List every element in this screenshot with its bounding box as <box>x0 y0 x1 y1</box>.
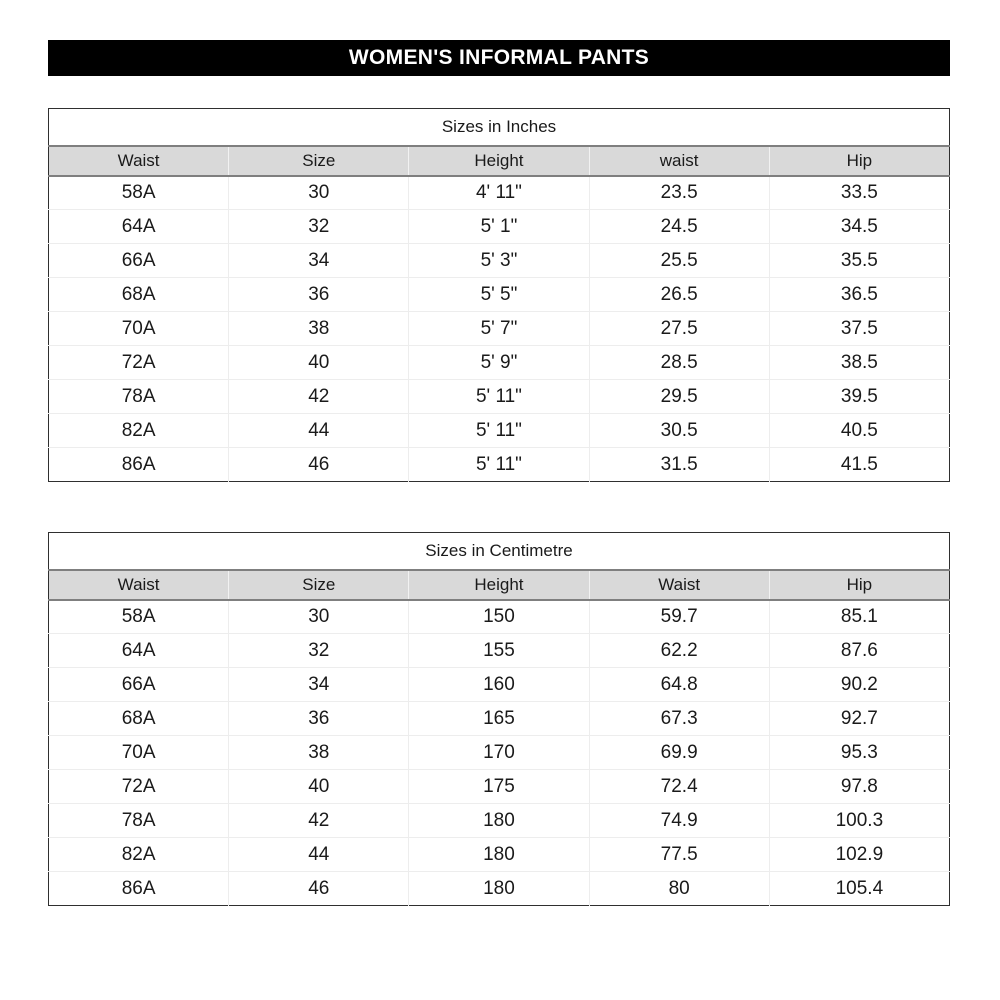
table-row <box>49 414 950 448</box>
column-header: Size <box>229 146 409 176</box>
table-cell: 59.7 <box>589 600 769 634</box>
table-row <box>49 244 950 278</box>
table-cell: 82A <box>49 414 229 448</box>
table-cell: 64.8 <box>589 668 769 702</box>
table-row <box>49 736 950 770</box>
table-cell: 5' 3" <box>409 244 589 278</box>
table-cell: 36 <box>229 278 409 312</box>
table-cell: 58A <box>121 605 156 627</box>
table-title-row <box>49 109 950 146</box>
table-cell: 5' 9" <box>409 346 589 380</box>
table-cell: 5' 5" <box>409 278 589 312</box>
table-cell: 36.5 <box>769 278 949 312</box>
table-cell: 160 <box>409 668 589 702</box>
table-cell: 82A <box>49 838 229 872</box>
table-cell: 68A <box>49 278 229 312</box>
table-cell: 180 <box>409 804 589 838</box>
table-cell: 40 <box>229 770 409 804</box>
table-row <box>49 770 950 804</box>
column-header: Height <box>409 146 589 176</box>
table-cell: 31.5 <box>589 448 769 482</box>
table-cell: 90.2 <box>769 668 949 702</box>
sizes-in-centimetre-table <box>48 532 950 906</box>
table-cell: 175 <box>409 770 589 804</box>
table-cell: 42 <box>229 804 409 838</box>
table-cell: 64A <box>49 634 229 668</box>
table-cell: 41.5 <box>769 448 949 482</box>
table-cell: 4' 11" <box>409 176 589 210</box>
column-header: Hip <box>769 570 949 600</box>
table-cell: 67.3 <box>589 702 769 736</box>
table-row <box>49 380 950 414</box>
table-cell: 72A <box>49 346 229 380</box>
table-cell: 69.9 <box>589 736 769 770</box>
table-cell: 5' 11" <box>409 380 589 414</box>
table-cell: 46 <box>229 448 409 482</box>
table-cell: 74.9 <box>589 804 769 838</box>
table-cell: 40 <box>229 346 409 380</box>
table-cell: 39.5 <box>769 380 949 414</box>
column-header: Height <box>409 570 589 600</box>
table-cell: 34 <box>229 668 409 702</box>
table-body <box>49 176 950 482</box>
column-header: Hip <box>769 146 949 176</box>
table-cell: 72A <box>49 770 229 804</box>
table-cell: 30 <box>229 176 409 210</box>
table-cell: 34 <box>229 244 409 278</box>
table-title-row <box>49 533 950 570</box>
table-cell: 100.3 <box>769 804 949 838</box>
table-cell: 30 <box>229 600 409 634</box>
table-cell: 33.5 <box>769 176 949 210</box>
table-cell: 36 <box>229 702 409 736</box>
table-cell: 26.5 <box>589 278 769 312</box>
table-cell: 30.5 <box>589 414 769 448</box>
table-cell: 86A <box>49 872 229 906</box>
table-row <box>49 668 950 702</box>
table-cell: 5' 7" <box>409 312 589 346</box>
table-row <box>49 312 950 346</box>
table-cell: 105.4 <box>769 872 949 906</box>
table-cell: 66A <box>49 244 229 278</box>
table-cell: 42 <box>229 380 409 414</box>
table-cell: 165 <box>409 702 589 736</box>
table-title: Sizes in Inches <box>49 109 950 146</box>
table-cell: 77.5 <box>589 838 769 872</box>
table-cell: 29.5 <box>589 380 769 414</box>
table-row <box>49 634 950 668</box>
table-header-row <box>49 570 950 600</box>
table-cell: 87.6 <box>769 634 949 668</box>
table-cell: 24.5 <box>589 210 769 244</box>
table-cell: 150 <box>409 600 589 634</box>
column-header: waist <box>589 146 769 176</box>
table-cell: 95.3 <box>769 736 949 770</box>
page-title-banner <box>48 40 950 76</box>
page-title: WOMEN'S INFORMAL PANTS <box>348 46 650 69</box>
table-title: Sizes in Centimetre <box>49 533 950 570</box>
table-cell: 78A <box>49 804 229 838</box>
table-cell: 25.5 <box>589 244 769 278</box>
table-cell: 70A <box>49 736 229 770</box>
table-row <box>49 600 950 634</box>
table-row <box>49 176 950 210</box>
column-header: Waist <box>589 570 769 600</box>
table-cell: 38 <box>229 736 409 770</box>
table-cell: 58A <box>121 181 156 203</box>
table-cell: 35.5 <box>769 244 949 278</box>
table-cell: 27.5 <box>589 312 769 346</box>
table-cell: 28.5 <box>589 346 769 380</box>
table-cell: 155 <box>409 634 589 668</box>
table-cell: 92.7 <box>769 702 949 736</box>
table-cell: 170 <box>409 736 589 770</box>
table-cell: 44 <box>229 838 409 872</box>
table-row <box>49 872 950 906</box>
table-cell: 80 <box>589 872 769 906</box>
table-row <box>49 448 950 482</box>
table-row <box>49 346 950 380</box>
column-header: Size <box>229 570 409 600</box>
table-row <box>49 210 950 244</box>
table-cell: 34.5 <box>769 210 949 244</box>
table-cell: 78A <box>49 380 229 414</box>
table-cell: 66A <box>49 668 229 702</box>
table-cell: 72.4 <box>589 770 769 804</box>
table-cell: 5' 1" <box>409 210 589 244</box>
column-header: Waist <box>49 146 229 176</box>
table-cell: 32 <box>229 210 409 244</box>
table-body <box>49 600 950 906</box>
table-cell: 38 <box>229 312 409 346</box>
sizes-in-inches-table <box>48 108 950 482</box>
table-row <box>49 804 950 838</box>
table-cell: 5' 11" <box>409 448 589 482</box>
table-cell: 68A <box>49 702 229 736</box>
table-cell: 23.5 <box>589 176 769 210</box>
table-cell: 32 <box>229 634 409 668</box>
table-header-row <box>49 146 950 176</box>
table-cell: 37.5 <box>769 312 949 346</box>
table-cell: 180 <box>409 838 589 872</box>
table-cell: 102.9 <box>769 838 949 872</box>
table-cell: 38.5 <box>769 346 949 380</box>
table-cell: 86A <box>49 448 229 482</box>
table-cell: 97.8 <box>769 770 949 804</box>
table-cell: 180 <box>409 872 589 906</box>
table-cell: 40.5 <box>769 414 949 448</box>
table-row <box>49 702 950 736</box>
column-header: Waist <box>49 570 229 600</box>
table-cell: 44 <box>229 414 409 448</box>
table-cell: 85.1 <box>769 600 949 634</box>
table-cell: 46 <box>229 872 409 906</box>
table-cell: 5' 11" <box>409 414 589 448</box>
table-row <box>49 838 950 872</box>
table-cell: 64A <box>49 210 229 244</box>
table-row <box>49 278 950 312</box>
table-cell: 70A <box>49 312 229 346</box>
table-cell: 62.2 <box>589 634 769 668</box>
